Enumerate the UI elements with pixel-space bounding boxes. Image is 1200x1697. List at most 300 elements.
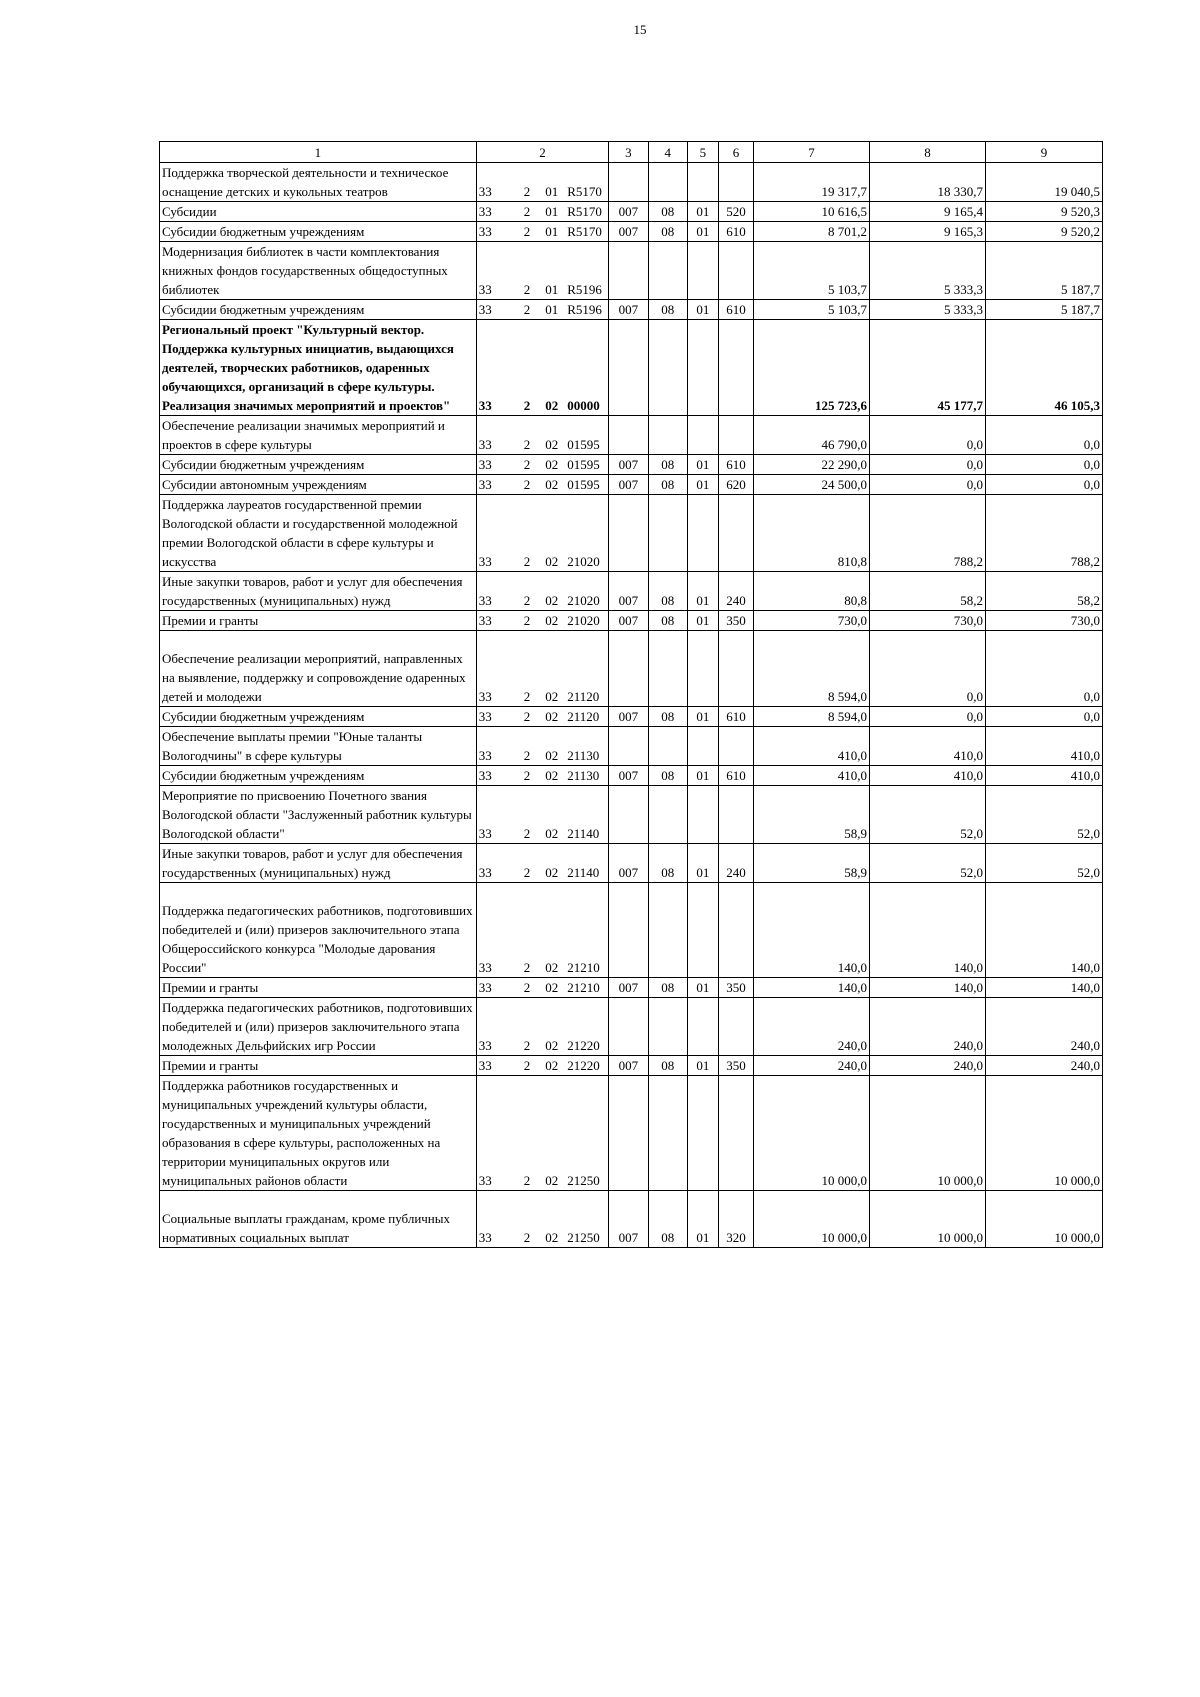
direction-code: 21130 xyxy=(565,727,608,766)
col-3-value: 007 xyxy=(609,1056,648,1076)
event-code: 01 xyxy=(538,222,565,242)
col-5-value: 01 xyxy=(687,572,718,611)
table-row xyxy=(160,978,1103,998)
event-code: 02 xyxy=(538,572,565,611)
event-code: 01 xyxy=(538,202,565,222)
direction-code: 21210 xyxy=(565,883,608,978)
col-6-value: 350 xyxy=(718,1056,753,1076)
col-9-amount: 0,0 xyxy=(985,455,1102,475)
col-8-amount: 5 333,3 xyxy=(870,242,986,300)
direction-code: 21130 xyxy=(565,766,608,786)
col-3-value xyxy=(609,163,648,202)
header-col-4: 4 xyxy=(648,142,687,163)
row-name: Поддержка педагогических работников, подготовивших победителей и (или) призеров заключительного этапа Общероссийского конкурса "Молодые дарования России" xyxy=(160,883,477,978)
table-row xyxy=(160,727,1103,766)
row-name: Региональный проект "Культурный вектор. Поддержка культурных инициатив, выдающихся деятелей, творческих работников, одаренных обучающихся, организаций в сфере культуры. Реализация значимых мероприятий и проектов" xyxy=(160,320,477,416)
col-9-amount: 52,0 xyxy=(985,844,1102,883)
program-code: 33 xyxy=(476,1056,515,1076)
subprogram-code: 2 xyxy=(516,786,539,844)
subprogram-code: 2 xyxy=(516,978,539,998)
subprogram-code: 2 xyxy=(516,1191,539,1248)
subprogram-code: 2 xyxy=(516,883,539,978)
col-3-value: 007 xyxy=(609,475,648,495)
col-9-amount: 9 520,2 xyxy=(985,222,1102,242)
col-4-value: 08 xyxy=(648,1056,687,1076)
event-code: 02 xyxy=(538,978,565,998)
col-3-value: 007 xyxy=(609,572,648,611)
event-code: 02 xyxy=(538,786,565,844)
col-6-value: 350 xyxy=(718,978,753,998)
event-code: 02 xyxy=(538,844,565,883)
col-8-amount: 10 000,0 xyxy=(870,1191,986,1248)
program-code: 33 xyxy=(476,707,515,727)
col-6-value: 350 xyxy=(718,611,753,631)
header-col-1: 1 xyxy=(160,142,477,163)
col-9-amount: 140,0 xyxy=(985,883,1102,978)
col-3-value xyxy=(609,416,648,455)
col-7-amount: 58,9 xyxy=(754,786,870,844)
col-4-value: 08 xyxy=(648,1191,687,1248)
col-4-value xyxy=(648,495,687,572)
direction-code: R5196 xyxy=(565,300,608,320)
subprogram-code: 2 xyxy=(516,707,539,727)
col-8-amount: 0,0 xyxy=(870,416,986,455)
event-code: 01 xyxy=(538,300,565,320)
subprogram-code: 2 xyxy=(516,844,539,883)
col-5-value xyxy=(687,727,718,766)
row-name: Иные закупки товаров, работ и услуг для обеспечения государственных (муниципальных) нужд xyxy=(160,572,477,611)
subprogram-code: 2 xyxy=(516,416,539,455)
col-5-value: 01 xyxy=(687,1056,718,1076)
col-9-amount: 52,0 xyxy=(985,786,1102,844)
col-9-amount: 10 000,0 xyxy=(985,1191,1102,1248)
col-7-amount: 8 701,2 xyxy=(754,222,870,242)
program-code: 33 xyxy=(476,998,515,1056)
row-name: Премии и гранты xyxy=(160,1056,477,1076)
col-7-amount: 8 594,0 xyxy=(754,707,870,727)
col-7-amount: 140,0 xyxy=(754,883,870,978)
col-7-amount: 125 723,6 xyxy=(754,320,870,416)
direction-code: 01595 xyxy=(565,475,608,495)
col-3-value: 007 xyxy=(609,222,648,242)
row-name: Мероприятие по присвоению Почетного звания Вологодской области "Заслуженный работник культуры Вологодской области" xyxy=(160,786,477,844)
budget-table xyxy=(159,141,1103,1248)
table-row xyxy=(160,1056,1103,1076)
direction-code: 21210 xyxy=(565,978,608,998)
col-8-amount: 45 177,7 xyxy=(870,320,986,416)
col-6-value xyxy=(718,416,753,455)
col-4-value xyxy=(648,631,687,707)
table-row xyxy=(160,320,1103,416)
subprogram-code: 2 xyxy=(516,572,539,611)
col-4-value xyxy=(648,416,687,455)
col-9-amount: 240,0 xyxy=(985,1056,1102,1076)
direction-code: 21250 xyxy=(565,1076,608,1191)
row-name: Субсидии бюджетным учреждениям xyxy=(160,300,477,320)
col-4-value xyxy=(648,1076,687,1191)
col-8-amount: 9 165,4 xyxy=(870,202,986,222)
col-9-amount: 140,0 xyxy=(985,978,1102,998)
subprogram-code: 2 xyxy=(516,998,539,1056)
col-6-value xyxy=(718,1076,753,1191)
program-code: 33 xyxy=(476,1191,515,1248)
col-3-value xyxy=(609,1076,648,1191)
subprogram-code: 2 xyxy=(516,1056,539,1076)
event-code: 02 xyxy=(538,631,565,707)
col-7-amount: 10 000,0 xyxy=(754,1191,870,1248)
program-code: 33 xyxy=(476,475,515,495)
col-7-amount: 410,0 xyxy=(754,766,870,786)
subprogram-code: 2 xyxy=(516,495,539,572)
col-4-value xyxy=(648,727,687,766)
subprogram-code: 2 xyxy=(516,727,539,766)
col-5-value: 01 xyxy=(687,766,718,786)
col-6-value xyxy=(718,998,753,1056)
subprogram-code: 2 xyxy=(516,320,539,416)
program-code: 33 xyxy=(476,978,515,998)
col-7-amount: 730,0 xyxy=(754,611,870,631)
row-name: Субсидии бюджетным учреждениям xyxy=(160,455,477,475)
col-4-value xyxy=(648,163,687,202)
direction-code: R5196 xyxy=(565,242,608,300)
event-code: 02 xyxy=(538,495,565,572)
program-code: 33 xyxy=(476,1076,515,1191)
col-4-value: 08 xyxy=(648,455,687,475)
col-8-amount: 0,0 xyxy=(870,707,986,727)
table-row xyxy=(160,455,1103,475)
col-8-amount: 240,0 xyxy=(870,998,986,1056)
col-9-amount: 0,0 xyxy=(985,475,1102,495)
col-3-value: 007 xyxy=(609,455,648,475)
col-3-value: 007 xyxy=(609,844,648,883)
col-9-amount: 9 520,3 xyxy=(985,202,1102,222)
col-9-amount: 788,2 xyxy=(985,495,1102,572)
event-code: 02 xyxy=(538,1076,565,1191)
col-5-value: 01 xyxy=(687,202,718,222)
col-5-value: 01 xyxy=(687,844,718,883)
col-5-value: 01 xyxy=(687,611,718,631)
row-name: Иные закупки товаров, работ и услуг для обеспечения государственных (муниципальных) нужд xyxy=(160,844,477,883)
program-code: 33 xyxy=(476,883,515,978)
header-col-8: 8 xyxy=(870,142,986,163)
col-8-amount: 52,0 xyxy=(870,844,986,883)
col-4-value: 08 xyxy=(648,978,687,998)
table-row xyxy=(160,844,1103,883)
col-8-amount: 0,0 xyxy=(870,475,986,495)
col-7-amount: 5 103,7 xyxy=(754,300,870,320)
col-4-value: 08 xyxy=(648,611,687,631)
direction-code: 21120 xyxy=(565,631,608,707)
program-code: 33 xyxy=(476,611,515,631)
direction-code: 21140 xyxy=(565,844,608,883)
table-row xyxy=(160,202,1103,222)
col-6-value: 240 xyxy=(718,844,753,883)
col-3-value: 007 xyxy=(609,707,648,727)
col-7-amount: 46 790,0 xyxy=(754,416,870,455)
col-7-amount: 8 594,0 xyxy=(754,631,870,707)
col-5-value: 01 xyxy=(687,475,718,495)
col-4-value xyxy=(648,883,687,978)
event-code: 02 xyxy=(538,416,565,455)
col-6-value: 610 xyxy=(718,455,753,475)
subprogram-code: 2 xyxy=(516,631,539,707)
col-7-amount: 240,0 xyxy=(754,998,870,1056)
event-code: 02 xyxy=(538,455,565,475)
col-3-value xyxy=(609,631,648,707)
table-row xyxy=(160,572,1103,611)
col-9-amount: 5 187,7 xyxy=(985,300,1102,320)
direction-code: 21250 xyxy=(565,1191,608,1248)
col-8-amount: 730,0 xyxy=(870,611,986,631)
direction-code: R5170 xyxy=(565,202,608,222)
col-5-value xyxy=(687,1076,718,1191)
subprogram-code: 2 xyxy=(516,163,539,202)
row-name: Обеспечение реализации значимых мероприятий и проектов в сфере культуры xyxy=(160,416,477,455)
col-3-value xyxy=(609,495,648,572)
row-name: Поддержка работников государственных и муниципальных учреждений культуры области, государственных и муниципальных учреждений образования в сфере культуры, расположенных на территории муниципальных округов или муниципальных районов области xyxy=(160,1076,477,1191)
col-4-value: 08 xyxy=(648,300,687,320)
direction-code: 21020 xyxy=(565,611,608,631)
program-code: 33 xyxy=(476,163,515,202)
col-5-value xyxy=(687,163,718,202)
header-col-7: 7 xyxy=(754,142,870,163)
row-name: Поддержка педагогических работников, подготовивших победителей и (или) призеров заключительного этапа молодежных Дельфийских игр России xyxy=(160,998,477,1056)
program-code: 33 xyxy=(476,786,515,844)
direction-code: 21120 xyxy=(565,707,608,727)
subprogram-code: 2 xyxy=(516,242,539,300)
subprogram-code: 2 xyxy=(516,611,539,631)
col-6-value: 610 xyxy=(718,222,753,242)
event-code: 01 xyxy=(538,163,565,202)
direction-code: R5170 xyxy=(565,222,608,242)
col-7-amount: 10 616,5 xyxy=(754,202,870,222)
col-9-amount: 19 040,5 xyxy=(985,163,1102,202)
col-6-value xyxy=(718,631,753,707)
col-6-value xyxy=(718,495,753,572)
col-3-value: 007 xyxy=(609,766,648,786)
program-code: 33 xyxy=(476,495,515,572)
program-code: 33 xyxy=(476,320,515,416)
col-3-value xyxy=(609,883,648,978)
program-code: 33 xyxy=(476,572,515,611)
col-3-value: 007 xyxy=(609,202,648,222)
col-9-amount: 0,0 xyxy=(985,631,1102,707)
col-5-value xyxy=(687,883,718,978)
direction-code: 21020 xyxy=(565,495,608,572)
program-code: 33 xyxy=(476,222,515,242)
table-row xyxy=(160,631,1103,707)
col-4-value: 08 xyxy=(648,222,687,242)
col-7-amount: 5 103,7 xyxy=(754,242,870,300)
col-4-value: 08 xyxy=(648,844,687,883)
col-7-amount: 58,9 xyxy=(754,844,870,883)
col-5-value xyxy=(687,416,718,455)
table-row xyxy=(160,998,1103,1056)
program-code: 33 xyxy=(476,766,515,786)
col-9-amount: 730,0 xyxy=(985,611,1102,631)
col-6-value: 240 xyxy=(718,572,753,611)
direction-code: 21140 xyxy=(565,786,608,844)
col-6-value: 610 xyxy=(718,707,753,727)
col-4-value: 08 xyxy=(648,572,687,611)
subprogram-code: 2 xyxy=(516,475,539,495)
event-code: 02 xyxy=(538,883,565,978)
event-code: 02 xyxy=(538,998,565,1056)
table-row xyxy=(160,475,1103,495)
col-6-value xyxy=(718,786,753,844)
event-code: 02 xyxy=(538,475,565,495)
program-code: 33 xyxy=(476,242,515,300)
col-8-amount: 140,0 xyxy=(870,978,986,998)
direction-code: 01595 xyxy=(565,416,608,455)
col-9-amount: 0,0 xyxy=(985,416,1102,455)
program-code: 33 xyxy=(476,727,515,766)
col-6-value xyxy=(718,163,753,202)
table-row xyxy=(160,300,1103,320)
col-8-amount: 140,0 xyxy=(870,883,986,978)
col-3-value xyxy=(609,786,648,844)
table-body xyxy=(160,142,1103,1248)
col-3-value xyxy=(609,727,648,766)
table-header-row xyxy=(160,142,1103,163)
table-row xyxy=(160,707,1103,727)
col-4-value xyxy=(648,242,687,300)
col-8-amount: 10 000,0 xyxy=(870,1076,986,1191)
col-4-value xyxy=(648,320,687,416)
col-9-amount: 410,0 xyxy=(985,766,1102,786)
col-9-amount: 10 000,0 xyxy=(985,1076,1102,1191)
event-code: 02 xyxy=(538,320,565,416)
col-9-amount: 0,0 xyxy=(985,707,1102,727)
table-row xyxy=(160,416,1103,455)
direction-code: 21020 xyxy=(565,572,608,611)
col-4-value: 08 xyxy=(648,202,687,222)
col-8-amount: 58,2 xyxy=(870,572,986,611)
event-code: 02 xyxy=(538,766,565,786)
col-6-value xyxy=(718,727,753,766)
col-9-amount: 240,0 xyxy=(985,998,1102,1056)
row-name: Субсидии бюджетным учреждениям xyxy=(160,222,477,242)
row-name: Субсидии бюджетным учреждениям xyxy=(160,707,477,727)
col-3-value: 007 xyxy=(609,1191,648,1248)
table-row xyxy=(160,1076,1103,1191)
col-7-amount: 19 317,7 xyxy=(754,163,870,202)
col-6-value xyxy=(718,242,753,300)
row-name: Обеспечение выплаты премии "Юные таланты Вологодчины" в сфере культуры xyxy=(160,727,477,766)
col-5-value xyxy=(687,495,718,572)
col-7-amount: 80,8 xyxy=(754,572,870,611)
program-code: 33 xyxy=(476,300,515,320)
event-code: 01 xyxy=(538,242,565,300)
subprogram-code: 2 xyxy=(516,300,539,320)
page-number: 15 xyxy=(633,22,647,37)
table-row xyxy=(160,242,1103,300)
table-row xyxy=(160,222,1103,242)
col-8-amount: 410,0 xyxy=(870,727,986,766)
col-7-amount: 22 290,0 xyxy=(754,455,870,475)
event-code: 02 xyxy=(538,727,565,766)
row-name: Поддержка лауреатов государственной премии Вологодской области и государственной молодежной премии Вологодской области в сфере культуры и искусства xyxy=(160,495,477,572)
subprogram-code: 2 xyxy=(516,202,539,222)
col-8-amount: 410,0 xyxy=(870,766,986,786)
header-col-6: 6 xyxy=(718,142,753,163)
col-9-amount: 58,2 xyxy=(985,572,1102,611)
row-name: Обеспечение реализации мероприятий, направленных на выявление, поддержку и сопровождение одаренных детей и молодежи xyxy=(160,631,477,707)
direction-code: 21220 xyxy=(565,998,608,1056)
col-8-amount: 240,0 xyxy=(870,1056,986,1076)
col-3-value: 007 xyxy=(609,300,648,320)
subprogram-code: 2 xyxy=(516,222,539,242)
program-code: 33 xyxy=(476,455,515,475)
col-5-value xyxy=(687,631,718,707)
col-7-amount: 140,0 xyxy=(754,978,870,998)
program-code: 33 xyxy=(476,631,515,707)
col-4-value: 08 xyxy=(648,707,687,727)
program-code: 33 xyxy=(476,202,515,222)
col-8-amount: 18 330,7 xyxy=(870,163,986,202)
program-code: 33 xyxy=(476,844,515,883)
col-5-value: 01 xyxy=(687,978,718,998)
col-4-value: 08 xyxy=(648,475,687,495)
row-name: Субсидии xyxy=(160,202,477,222)
subprogram-code: 2 xyxy=(516,455,539,475)
table-row xyxy=(160,611,1103,631)
col-4-value xyxy=(648,998,687,1056)
table-row xyxy=(160,766,1103,786)
col-3-value xyxy=(609,242,648,300)
col-9-amount: 410,0 xyxy=(985,727,1102,766)
row-name: Субсидии бюджетным учреждениям xyxy=(160,766,477,786)
row-name: Социальные выплаты гражданам, кроме публичных нормативных социальных выплат xyxy=(160,1191,477,1248)
table-row xyxy=(160,786,1103,844)
col-4-value xyxy=(648,786,687,844)
col-8-amount: 52,0 xyxy=(870,786,986,844)
subprogram-code: 2 xyxy=(516,766,539,786)
event-code: 02 xyxy=(538,1191,565,1248)
header-col-9: 9 xyxy=(985,142,1102,163)
col-6-value: 320 xyxy=(718,1191,753,1248)
col-3-value xyxy=(609,998,648,1056)
subprogram-code: 2 xyxy=(516,1076,539,1191)
table-row xyxy=(160,163,1103,202)
event-code: 02 xyxy=(538,1056,565,1076)
event-code: 02 xyxy=(538,707,565,727)
col-6-value: 610 xyxy=(718,300,753,320)
col-3-value: 007 xyxy=(609,978,648,998)
col-4-value: 08 xyxy=(648,766,687,786)
col-5-value: 01 xyxy=(687,455,718,475)
header-col-2: 2 xyxy=(476,142,608,163)
header-col-3: 3 xyxy=(609,142,648,163)
col-9-amount: 46 105,3 xyxy=(985,320,1102,416)
program-code: 33 xyxy=(476,416,515,455)
col-6-value xyxy=(718,320,753,416)
col-7-amount: 410,0 xyxy=(754,727,870,766)
col-7-amount: 810,8 xyxy=(754,495,870,572)
col-6-value: 520 xyxy=(718,202,753,222)
col-6-value: 610 xyxy=(718,766,753,786)
col-3-value: 007 xyxy=(609,611,648,631)
direction-code: 21220 xyxy=(565,1056,608,1076)
col-8-amount: 788,2 xyxy=(870,495,986,572)
direction-code: 00000 xyxy=(565,320,608,416)
col-5-value xyxy=(687,786,718,844)
col-8-amount: 5 333,3 xyxy=(870,300,986,320)
col-7-amount: 24 500,0 xyxy=(754,475,870,495)
col-7-amount: 240,0 xyxy=(754,1056,870,1076)
col-5-value: 01 xyxy=(687,222,718,242)
col-5-value xyxy=(687,242,718,300)
